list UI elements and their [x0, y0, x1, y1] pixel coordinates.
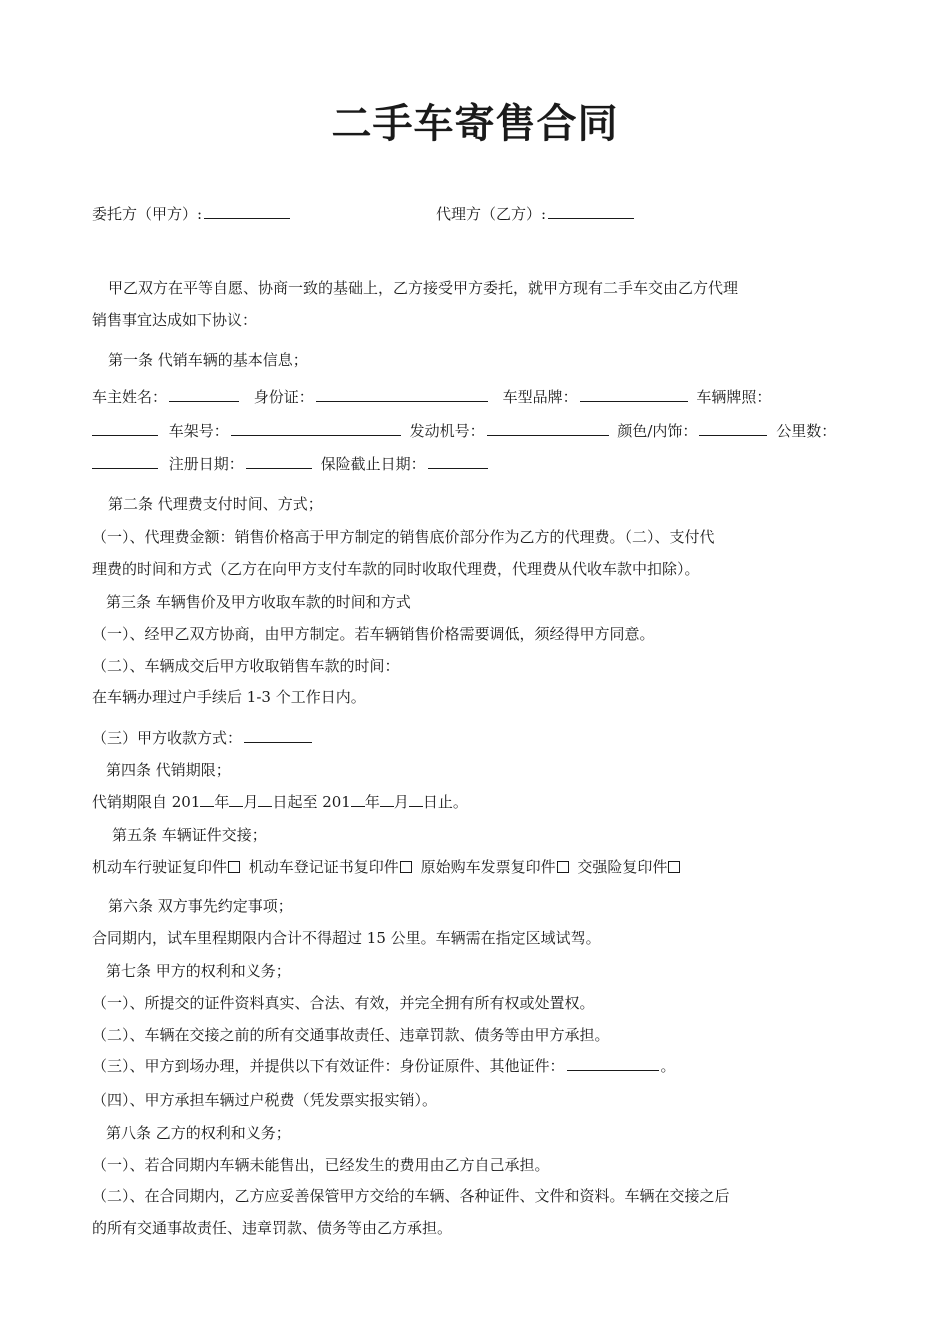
- year-label-1: 年: [214, 793, 230, 811]
- article2-line2: 理费的时间和方式（乙方在向甲方支付车款的同时收取代理费，代理费从代收车款中扣除）。: [92, 560, 700, 578]
- reg-date-blank[interactable]: [246, 454, 312, 469]
- article8-item1: （一）、若合同期内车辆未能售出，已经发生的费用由乙方自己承担。: [92, 1156, 550, 1174]
- contract-title: 二手车寄售合同: [331, 101, 619, 147]
- insurance-end-label: 保险截止日期：: [320, 455, 426, 473]
- article8-item2-line2: 的所有交通事故责任、违章罚款、债务等由乙方承担。: [92, 1219, 453, 1237]
- article1-row1: [92, 387, 771, 407]
- article6-text: 合同期内，试车里程期限内合计不得超过 15 公里。车辆需在指定区域试驾。: [92, 929, 601, 947]
- start-year-blank[interactable]: [200, 792, 214, 807]
- doc-compulsory-insurance: 交强险复印件: [577, 858, 668, 876]
- article1-row2: [92, 421, 836, 441]
- article8-item2-line1: （二）、在合同期内，乙方应妥善保管甲方交给的车辆、各种证件、文件和资料。车辆在交接之后: [92, 1187, 730, 1205]
- start-day-blank[interactable]: [258, 792, 272, 807]
- intro-line1: 甲乙双方在平等自愿、协商一致的基础上，乙方接受甲方委托，就甲方现有二手车交由乙方代理: [108, 279, 739, 297]
- doc-registration-cert-checkbox[interactable]: [400, 861, 412, 873]
- intro-line2: 销售事宜达成如下协议：: [92, 311, 258, 329]
- frame-no-label: 车架号：: [168, 422, 229, 440]
- doc-compulsory-insurance-checkbox[interactable]: [668, 861, 680, 873]
- article7-item2: （二）、车辆在交接之前的所有交通事故责任、违章罚款、债务等由甲方承担。: [92, 1026, 610, 1044]
- doc-purchase-invoice-checkbox[interactable]: [557, 861, 569, 873]
- article4-period: [92, 792, 468, 812]
- period-start-text: 代销期限自 201: [92, 793, 201, 811]
- consignor-line: [92, 204, 292, 224]
- article7-item3-text: （三）、甲方到场办理，并提供以下有效证件：身份证原件、其他证件：: [92, 1057, 565, 1075]
- year-label-2: 年: [364, 793, 380, 811]
- id-card-blank[interactable]: [316, 387, 488, 402]
- doc-purchase-invoice: 原始购车发票复印件: [420, 858, 556, 876]
- article3-item1: （一）、经甲乙双方协商，由甲方制定。若车辆销售价格需要调低，须经得甲方同意。: [92, 625, 655, 643]
- color-interior-label: 颜色/内饰：: [617, 422, 698, 440]
- consignor-blank[interactable]: [204, 204, 290, 219]
- end-month-blank[interactable]: [380, 792, 394, 807]
- mileage-blank[interactable]: [92, 454, 158, 469]
- agent-label: 代理方（乙方）:: [436, 205, 547, 223]
- frame-no-blank[interactable]: [231, 421, 401, 436]
- article8-heading: 第八条 乙方的权利和义务；: [106, 1124, 291, 1142]
- payment-method-blank[interactable]: [244, 728, 312, 743]
- model-brand-blank[interactable]: [580, 387, 688, 402]
- reg-date-label: 注册日期：: [168, 455, 244, 473]
- article1-heading: 第一条 代销车辆的基本信息；: [108, 351, 308, 369]
- consignor-label: 委托方（甲方）:: [92, 205, 203, 223]
- article2-heading: 第二条 代理费支付时间、方式；: [108, 495, 323, 513]
- article1-row3: [92, 454, 490, 474]
- insurance-end-blank[interactable]: [428, 454, 488, 469]
- article4-heading: 第四条 代销期限；: [106, 761, 231, 779]
- article7-item1: （一）、所提交的证件资料真实、合法、有效，并完全拥有所有权或处置权。: [92, 994, 595, 1012]
- month-label-2: 月: [393, 793, 409, 811]
- owner-name-label: 车主姓名：: [92, 388, 168, 406]
- plate-blank[interactable]: [92, 421, 158, 436]
- color-interior-blank[interactable]: [699, 421, 767, 436]
- other-documents-blank[interactable]: [567, 1056, 659, 1071]
- article6-heading: 第六条 双方事先约定事项；: [108, 897, 293, 915]
- article3-item2: （二）、车辆成交后甲方收取销售车款的时间：: [92, 657, 400, 675]
- article7-heading: 第七条 甲方的权利和义务；: [106, 962, 291, 980]
- article3-heading: 第三条 车辆售价及甲方收取车款的时间和方式: [106, 593, 411, 611]
- payment-method-label: （三）甲方收款方式：: [92, 729, 243, 747]
- doc-driving-license-checkbox[interactable]: [228, 861, 240, 873]
- period-end-text: 日止。: [422, 793, 468, 811]
- doc-registration-cert: 机动车登记证书复印件: [248, 858, 399, 876]
- engine-no-label: 发动机号：: [409, 422, 485, 440]
- agent-blank[interactable]: [548, 204, 634, 219]
- doc-driving-license: 机动车行驶证复印件: [92, 858, 228, 876]
- month-label-1: 月: [243, 793, 259, 811]
- article5-heading: 第五条 车辆证件交接；: [112, 826, 267, 844]
- end-day-blank[interactable]: [409, 792, 423, 807]
- owner-name-blank[interactable]: [169, 387, 239, 402]
- article7-item3: [92, 1056, 676, 1076]
- article7-item3-end: 。: [660, 1057, 676, 1075]
- article7-item4: （四）、甲方承担车辆过户税费（凭发票实报实销）。: [92, 1091, 438, 1109]
- id-card-label: 身份证：: [253, 388, 314, 406]
- article3-item2-detail: 在车辆办理过户手续后 1-3 个工作日内。: [92, 688, 366, 706]
- article3-item3: [92, 728, 314, 748]
- agent-line: [436, 204, 636, 224]
- period-mid-text: 日起至 201: [272, 793, 351, 811]
- end-year-blank[interactable]: [351, 792, 365, 807]
- article2-line1: （一）、代理费金额：销售价格高于甲方制定的销售底价部分作为乙方的代理费。（二）、支付代: [92, 528, 715, 546]
- model-brand-label: 车型品牌：: [502, 388, 578, 406]
- article5-docs: [92, 857, 684, 877]
- plate-label: 车辆牌照：: [696, 388, 772, 406]
- engine-no-blank[interactable]: [487, 421, 609, 436]
- mileage-label: 公里数：: [776, 422, 837, 440]
- start-month-blank[interactable]: [229, 792, 243, 807]
